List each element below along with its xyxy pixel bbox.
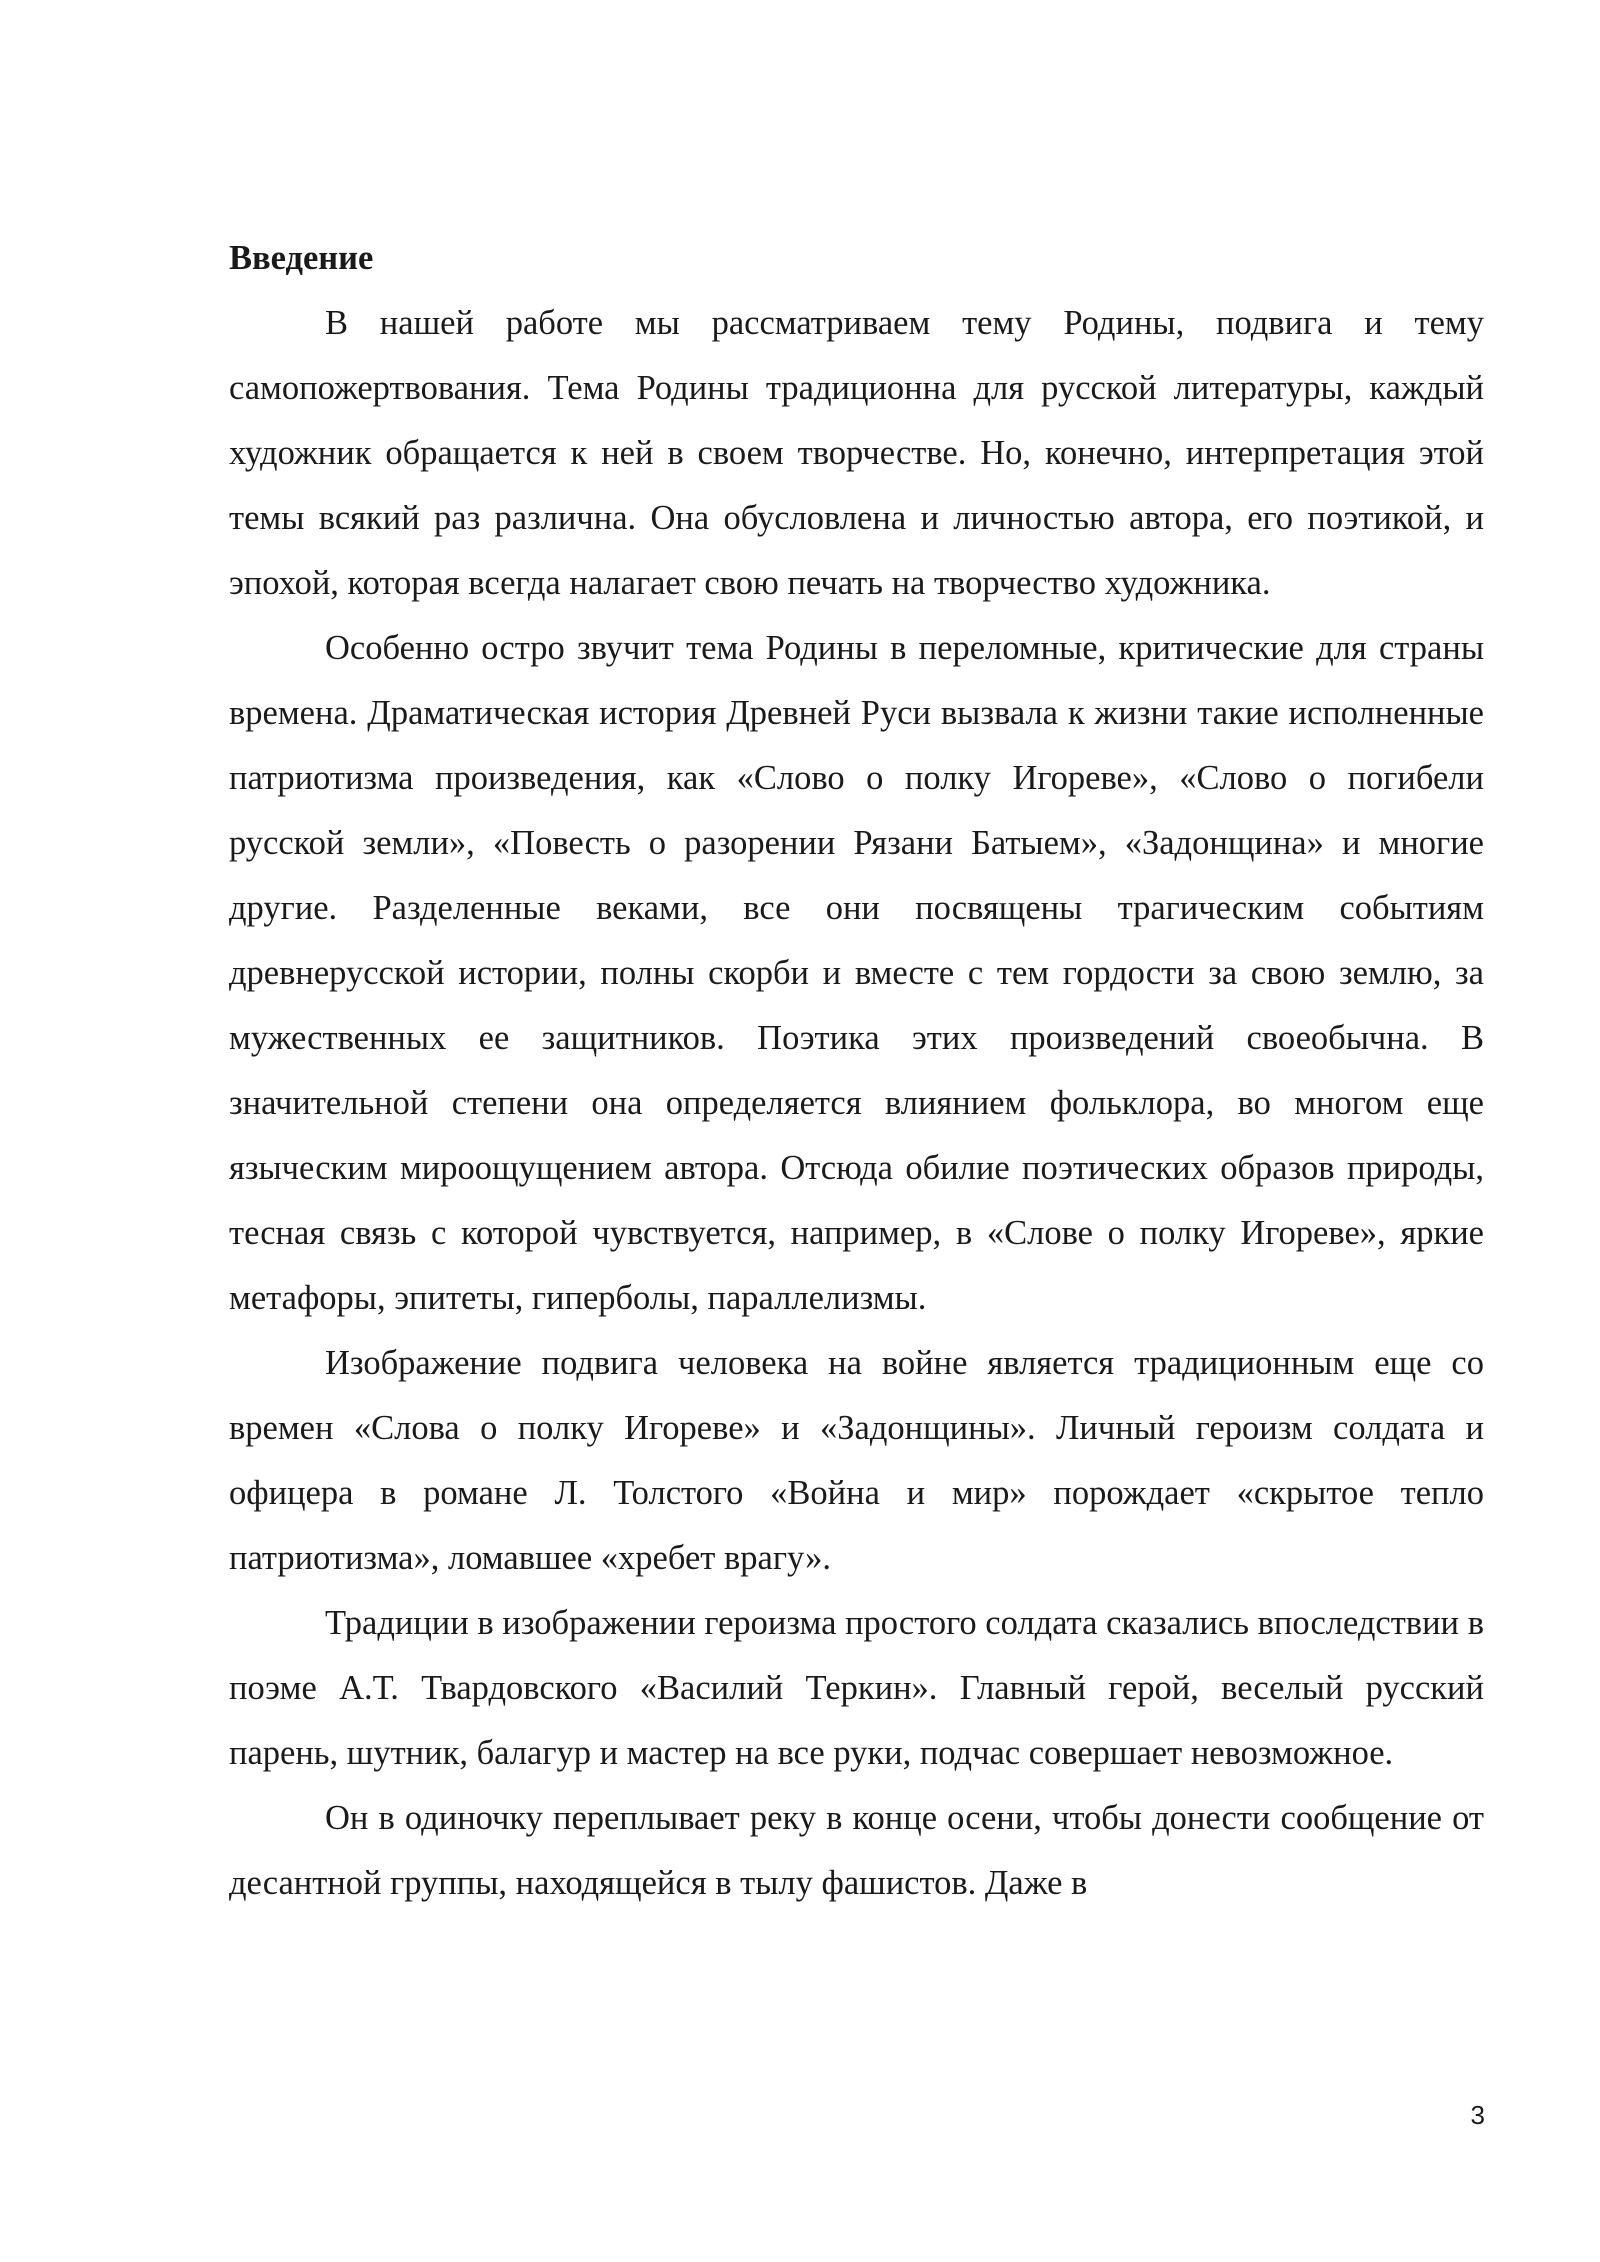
paragraph: Особенно остро звучит тема Родины в переломные, критические для страны времена. Драматическая история Древней Руси вызвала к жизни такие исполненные патриотизма произведения, как «Слово о полку Игореве», «Слово о погибели русской земли», «Повесть о разорении Рязани Батыем», «Задонщина» и многие другие. Разделенные веками, все они посвящены трагическим событиям древнерусской истории, полны скорби и вместе с тем гордости за свою землю, за мужественных ее защитников. Поэтика этих произведений своеобычна. В значительной степени она определяется влиянием фольклора, во многом еще языческим мироощущением автора. Отсюда обилие поэтических образов природы, тесная связь с которой чувствуется, например, в «Слове о полку Игореве», яркие метафоры, эпитеты, гиперболы, параллелизмы. (229, 629, 1484, 1317)
paragraph: В нашей работе мы рассматриваем тему Родины, подвига и тему самопожертвования. Тема Родины традиционна для русской литературы, каждый художник обращается к ней в своем творчестве. Но, конечно, интерпретация этой темы всякий раз различна. Она обусловлена и личностью автора, его поэтикой, и эпохой, которая всегда налагает свою печать на творчество художника. (229, 304, 1484, 602)
section-heading: Введение (229, 239, 374, 277)
paragraph: Он в одиночку переплывает реку в конце осени, чтобы донести сообщение от десантной группы, находящейся в тылу фашистов. Даже в (229, 1799, 1484, 1902)
paragraph: Изображение подвига человека на войне является традиционным еще со времен «Слова о полку Игореве» и «Задонщины». Личный героизм солдата и офицера в романе Л. Толстого «Война и мир» порождает «скрытое тепло патриотизма», ломавшее «хребет врагу». (229, 1344, 1484, 1577)
document-body (229, 226, 1484, 1916)
paragraph: Традиции в изображении героизма простого солдата сказались впоследствии в поэме А.Т. Твардовского «Василий Теркин». Главный герой, веселый русский парень, шутник, балагур и мастер на все руки, подчас совершает невозможное. (229, 1604, 1484, 1772)
page-number: 3 (1470, 2100, 1485, 2130)
